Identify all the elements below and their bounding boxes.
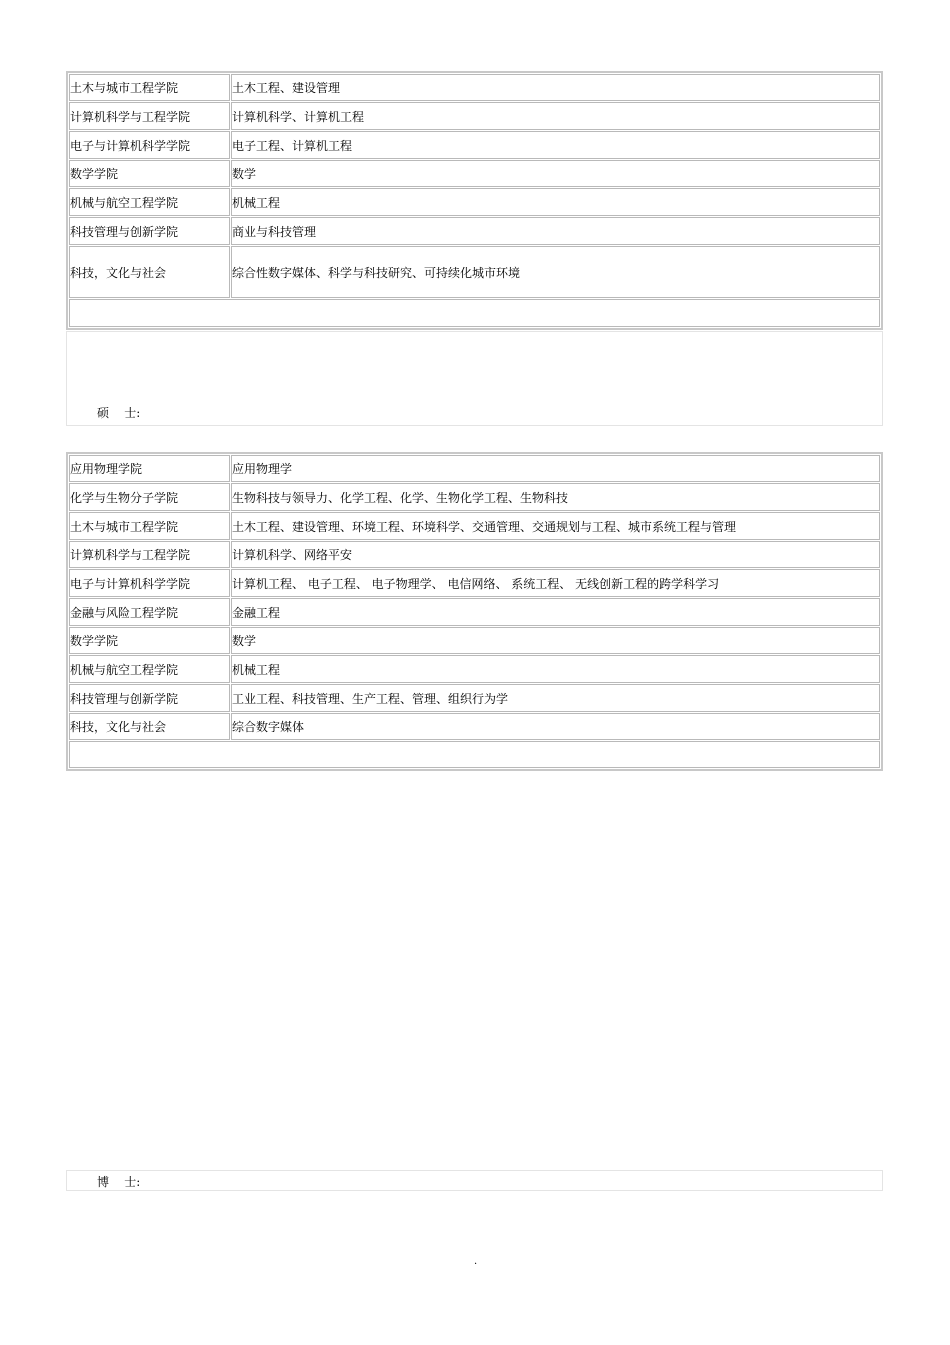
school-cell: 电子与计算机科学学院 — [69, 131, 230, 159]
school-cell: 化学与生物分子学院 — [69, 483, 230, 511]
empty-cell — [69, 741, 880, 768]
school-cell: 计算机科学与工程学院 — [69, 541, 230, 568]
table-row — [69, 483, 880, 511]
masters-table — [66, 452, 883, 771]
school-cell: 机械与航空工程学院 — [69, 188, 230, 216]
majors-cell: 计算机科学、网络平安 — [231, 541, 880, 568]
table-row — [69, 74, 880, 101]
table-row — [69, 160, 880, 187]
school-cell: 土木与城市工程学院 — [69, 512, 230, 540]
masters-label: 硕 士: — [97, 406, 141, 420]
empty-cell — [69, 299, 880, 327]
undergrad-table — [66, 71, 883, 330]
school-cell: 计算机科学与工程学院 — [69, 102, 230, 130]
table-row — [69, 655, 880, 683]
majors-cell: 生物科技与领导力、化学工程、化学、生物化学工程、生物科技 — [231, 483, 880, 511]
majors-cell: 综合数字媒体 — [231, 713, 880, 740]
table-row — [69, 598, 880, 626]
majors-cell: 工业工程、科技管理、生产工程、管理、组织行为学 — [231, 684, 880, 712]
school-cell: 科技管理与创新学院 — [69, 217, 230, 245]
phd-label: 博 士: — [97, 1175, 141, 1189]
majors-cell: 数学 — [231, 627, 880, 654]
school-cell: 科技，文化与社会 — [69, 713, 230, 740]
table-row — [69, 684, 880, 712]
table-row — [69, 131, 880, 159]
majors-cell: 机械工程 — [231, 655, 880, 683]
phd-section — [66, 1170, 883, 1191]
majors-cell: 土木工程、建设管理 — [231, 74, 880, 101]
table-row — [69, 627, 880, 654]
table-row — [69, 713, 880, 740]
table-row — [69, 188, 880, 216]
table-row-empty — [69, 741, 880, 768]
majors-cell: 计算机科学、计算机工程 — [231, 102, 880, 130]
school-cell: 土木与城市工程学院 — [69, 74, 230, 101]
table-row — [69, 569, 880, 597]
majors-cell: 应用物理学 — [231, 455, 880, 482]
majors-cell: 商业与科技管理 — [231, 217, 880, 245]
table-row — [69, 217, 880, 245]
school-cell: 科技，文化与社会 — [69, 246, 230, 298]
majors-cell: 机械工程 — [231, 188, 880, 216]
table-row-empty — [69, 299, 880, 327]
majors-cell: 综合性数字媒体、科学与科技研究、可持续化城市环境 — [231, 246, 880, 298]
masters-section — [66, 331, 883, 426]
page-footer-mark: . — [474, 1256, 478, 1267]
school-cell: 数学学院 — [69, 627, 230, 654]
school-cell: 机械与航空工程学院 — [69, 655, 230, 683]
table-row — [69, 102, 880, 130]
majors-cell: 计算机工程、 电子工程、 电子物理学、 电信网络、 系统工程、 无线创新工程的跨学科学习 — [231, 569, 880, 597]
school-cell: 数学学院 — [69, 160, 230, 187]
school-cell: 科技管理与创新学院 — [69, 684, 230, 712]
table-row — [69, 541, 880, 568]
table-row — [69, 455, 880, 482]
majors-cell: 土木工程、建设管理、环境工程、环境科学、交通管理、交通规划与工程、城市系统工程与管理 — [231, 512, 880, 540]
school-cell: 金融与风险工程学院 — [69, 598, 230, 626]
school-cell: 电子与计算机科学学院 — [69, 569, 230, 597]
school-cell: 应用物理学院 — [69, 455, 230, 482]
table-row — [69, 246, 880, 298]
table-row — [69, 512, 880, 540]
majors-cell: 数学 — [231, 160, 880, 187]
majors-cell: 电子工程、计算机工程 — [231, 131, 880, 159]
majors-cell: 金融工程 — [231, 598, 880, 626]
